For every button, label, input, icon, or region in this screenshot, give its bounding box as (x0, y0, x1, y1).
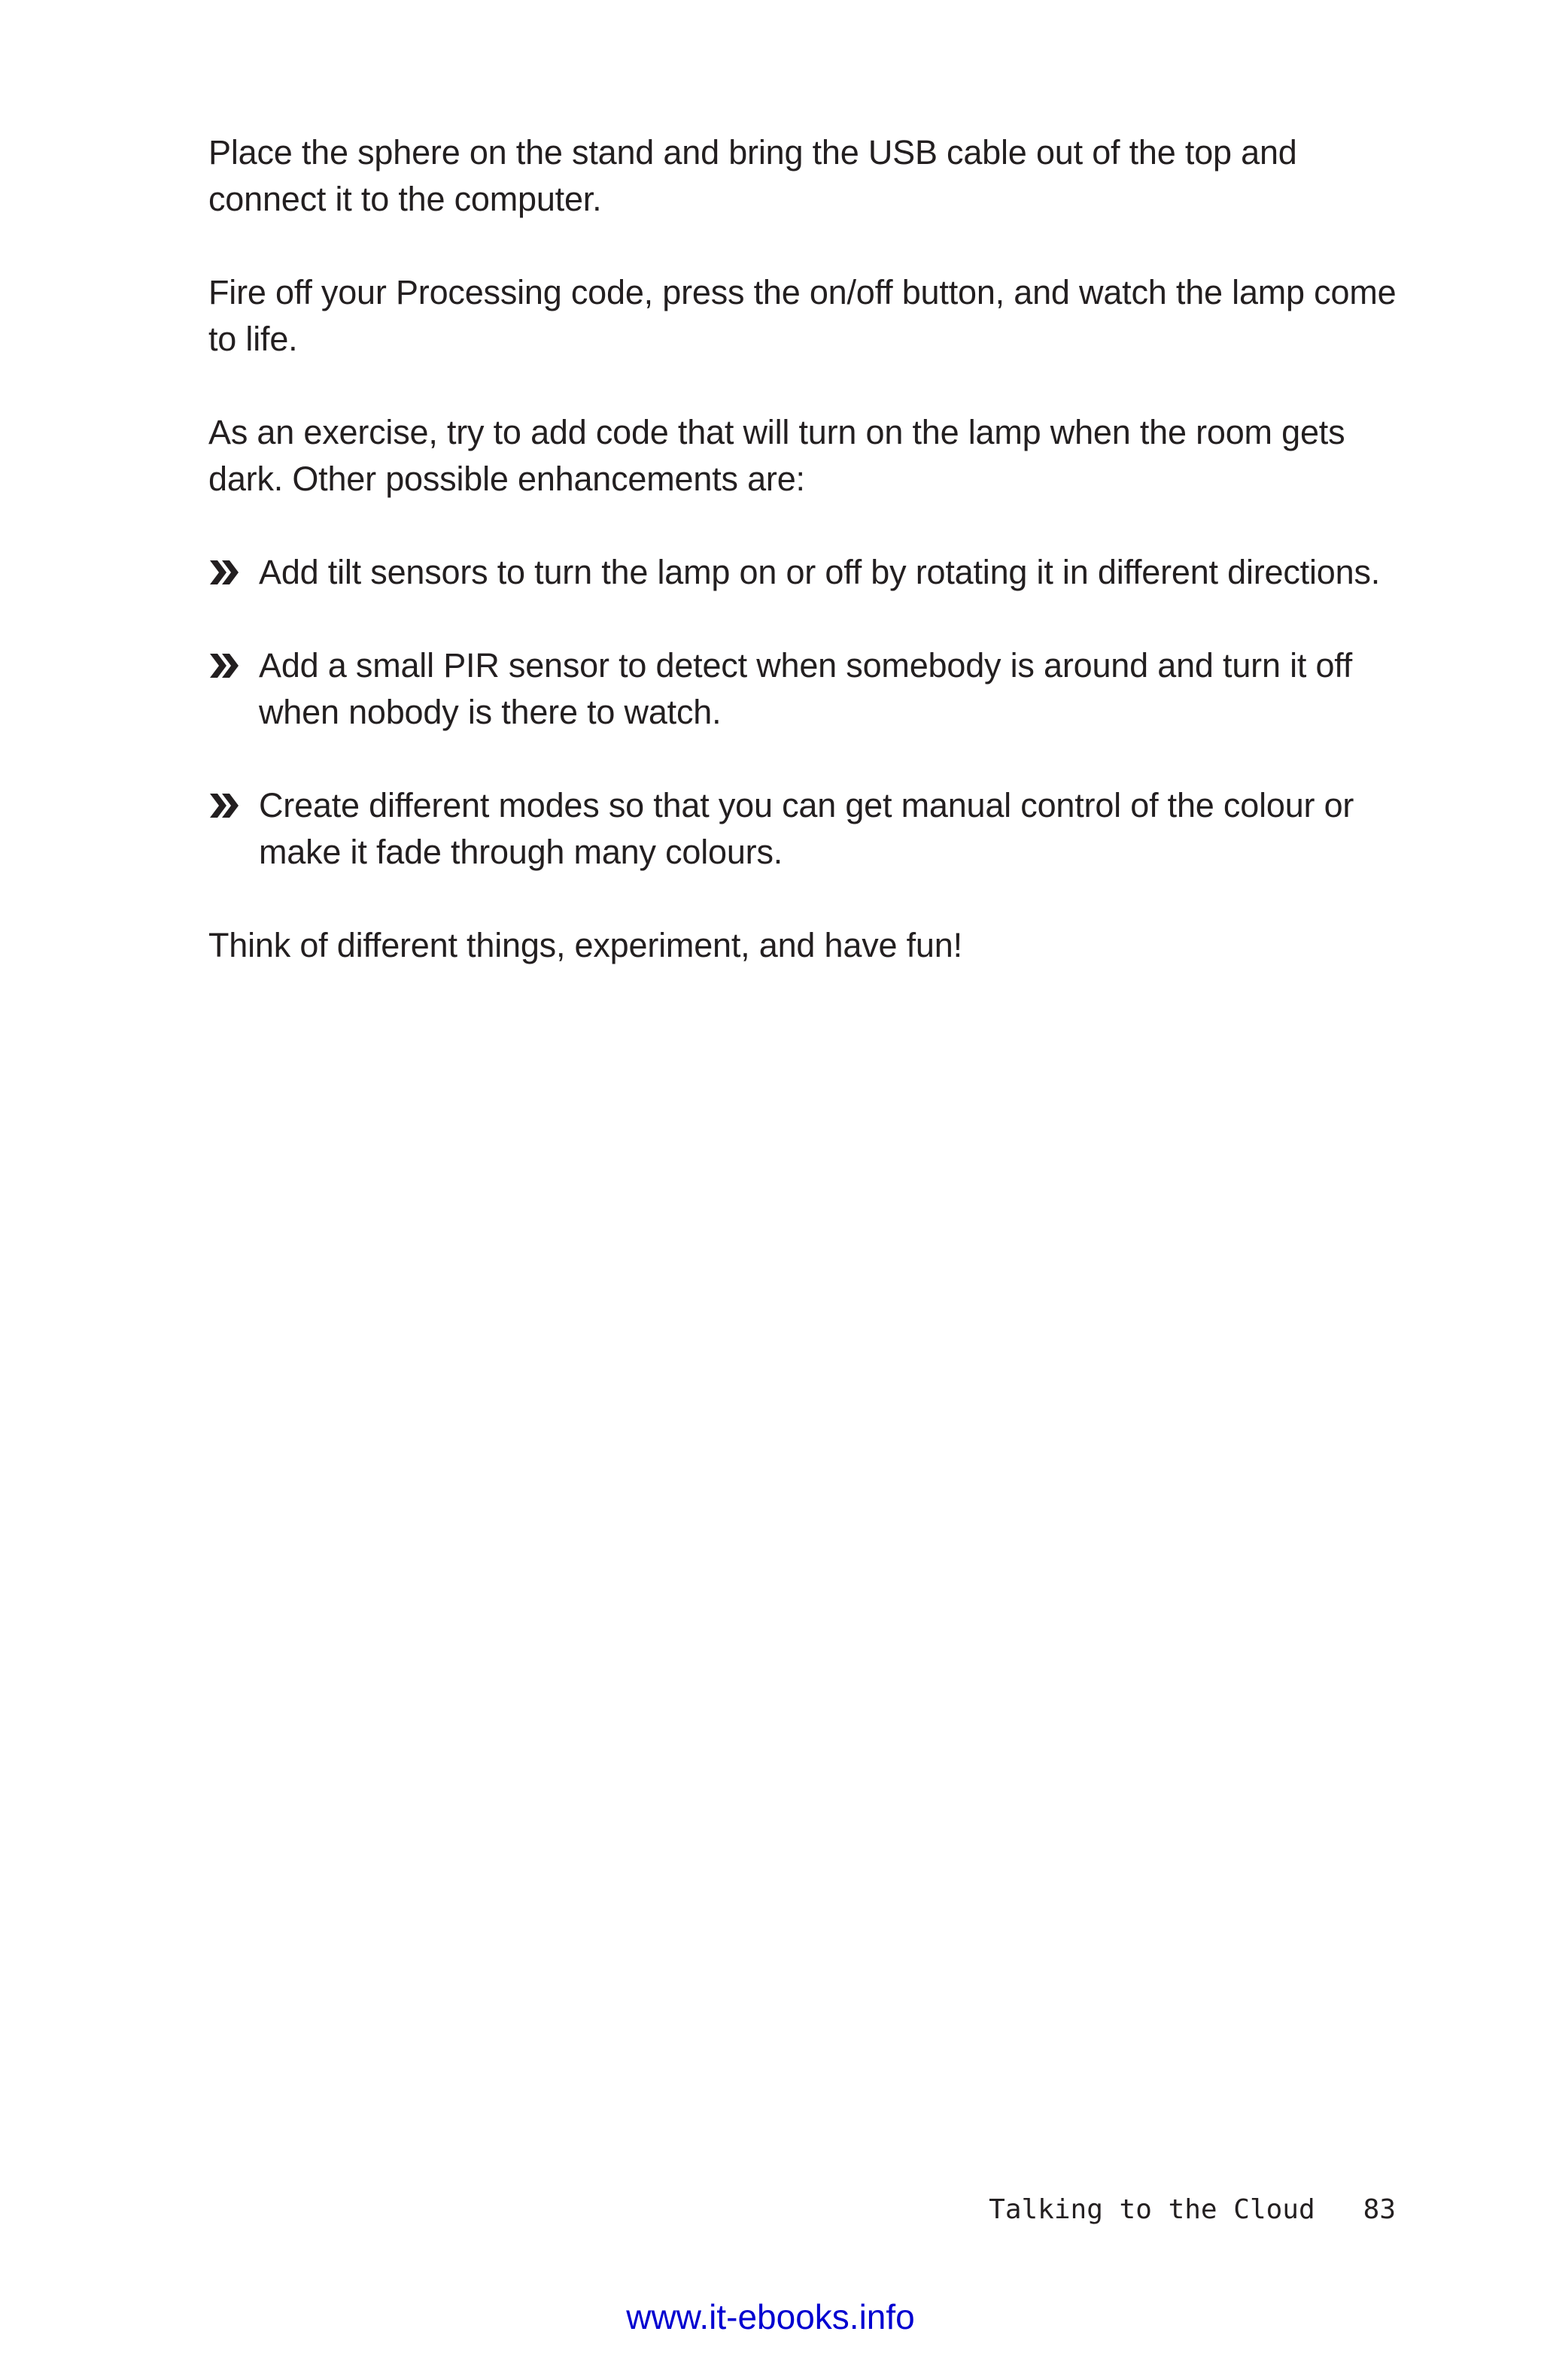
page-body (208, 129, 1397, 1015)
list-item-text: Add tilt sensors to turn the lamp on or off by rotating it in different directions. (259, 553, 1381, 591)
running-footer (989, 2193, 1396, 2227)
paragraph: Place the sphere on the stand and bring the USB cable out of the top and connect it to the computer. (208, 133, 1297, 218)
list-item-text: Create different modes so that you can get manual control of the colour or make it fade through many colours. (259, 786, 1354, 871)
page-number: 83 (1363, 2194, 1396, 2225)
list-item (208, 549, 1397, 596)
paragraph: As an exercise, try to add code that will turn on the lamp when the room gets dark. Other possible enhancements are: (208, 413, 1345, 498)
list-item (208, 782, 1397, 876)
enhancement-list (208, 549, 1397, 876)
list-item (208, 642, 1397, 736)
closing-paragraph: Think of different things, experiment, and have fun! (208, 926, 962, 964)
chapter-title: Talking to the Cloud (989, 2194, 1315, 2225)
watermark-link[interactable]: www.it-ebooks.info (626, 2297, 915, 2336)
double-chevron-right-icon (208, 792, 242, 819)
paragraph: Fire off your Processing code, press the on/off button, and watch the lamp come to life. (208, 273, 1397, 358)
list-item-text: Add a small PIR sensor to detect when somebody is around and turn it off when nobody is there to watch. (259, 646, 1353, 731)
double-chevron-right-icon (208, 559, 242, 586)
double-chevron-right-icon (208, 652, 242, 679)
